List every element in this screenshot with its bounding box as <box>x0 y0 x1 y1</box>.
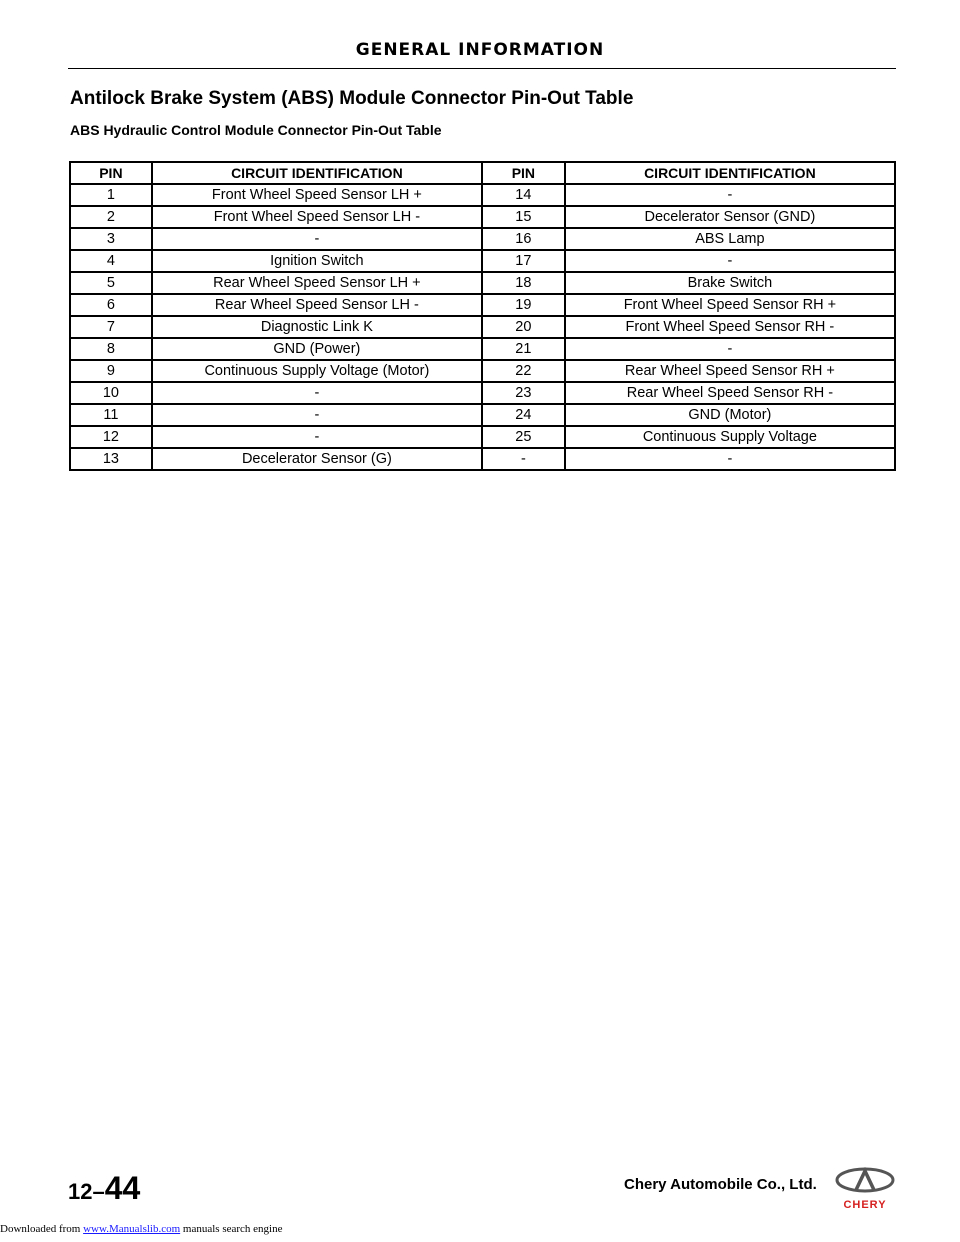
circuit-cell: Front Wheel Speed Sensor RH - <box>565 316 895 338</box>
circuit-cell: - <box>152 228 482 250</box>
pin-cell: 16 <box>482 228 565 250</box>
circuit-cell: Rear Wheel Speed Sensor LH - <box>152 294 482 316</box>
table-row <box>70 272 895 294</box>
page-number-prefix: 12– <box>68 1179 105 1204</box>
circuit-cell: Rear Wheel Speed Sensor RH + <box>565 360 895 382</box>
company-name: Chery Automobile Co., Ltd. <box>624 1176 817 1193</box>
pin-out-table <box>69 161 896 471</box>
header-circuit-identification: CIRCUIT IDENTIFICATION <box>565 162 895 184</box>
pin-cell: 11 <box>70 404 152 426</box>
page-number <box>68 1170 140 1207</box>
header-divider <box>68 68 896 69</box>
table-body <box>70 184 895 470</box>
pin-cell: 13 <box>70 448 152 470</box>
pin-cell: 14 <box>482 184 565 206</box>
pin-cell: 8 <box>70 338 152 360</box>
header-circuit-identification: CIRCUIT IDENTIFICATION <box>152 162 482 184</box>
pin-cell: 25 <box>482 426 565 448</box>
table-row <box>70 382 895 404</box>
pin-cell: 9 <box>70 360 152 382</box>
pin-cell: 22 <box>482 360 565 382</box>
circuit-cell: Front Wheel Speed Sensor LH + <box>152 184 482 206</box>
table-row <box>70 184 895 206</box>
circuit-cell: Decelerator Sensor (G) <box>152 448 482 470</box>
logo-text: CHERY <box>843 1199 887 1210</box>
pin-cell: - <box>482 448 565 470</box>
manualslib-link[interactable]: www.Manualslib.com <box>83 1223 181 1235</box>
download-prefix: Downloaded from <box>0 1223 84 1235</box>
pin-cell: 10 <box>70 382 152 404</box>
circuit-cell: Rear Wheel Speed Sensor RH - <box>565 382 895 404</box>
table-row <box>70 228 895 250</box>
circuit-cell: Continuous Supply Voltage (Motor) <box>152 360 482 382</box>
page-header-title: GENERAL INFORMATION <box>355 40 605 60</box>
download-suffix: manuals search engine <box>180 1223 283 1235</box>
circuit-cell: - <box>152 426 482 448</box>
table-row <box>70 338 895 360</box>
circuit-cell: ABS Lamp <box>565 228 895 250</box>
circuit-cell: Brake Switch <box>565 272 895 294</box>
pin-cell: 6 <box>70 294 152 316</box>
circuit-cell: GND (Power) <box>152 338 482 360</box>
table-row <box>70 250 895 272</box>
table-row <box>70 316 895 338</box>
table-row <box>70 426 895 448</box>
pin-cell: 7 <box>70 316 152 338</box>
page-number-value: 44 <box>104 1170 141 1206</box>
table-row <box>70 294 895 316</box>
table-row <box>70 448 895 470</box>
circuit-cell: - <box>565 448 895 470</box>
circuit-cell: Continuous Supply Voltage <box>565 426 895 448</box>
circuit-cell: Rear Wheel Speed Sensor LH + <box>152 272 482 294</box>
pin-cell: 24 <box>482 404 565 426</box>
table-title: ABS Hydraulic Control Module Connector Pin-Out Table <box>70 122 442 138</box>
pin-cell: 4 <box>70 250 152 272</box>
header-pin: PIN <box>70 162 152 184</box>
circuit-cell: Decelerator Sensor (GND) <box>565 206 895 228</box>
pin-cell: 20 <box>482 316 565 338</box>
pin-cell: 3 <box>70 228 152 250</box>
pin-cell: 15 <box>482 206 565 228</box>
table-header-row <box>70 162 895 184</box>
pin-cell: 18 <box>482 272 565 294</box>
pin-cell: 2 <box>70 206 152 228</box>
circuit-cell: Diagnostic Link K <box>152 316 482 338</box>
circuit-cell: - <box>152 382 482 404</box>
pin-cell: 5 <box>70 272 152 294</box>
circuit-cell: Ignition Switch <box>152 250 482 272</box>
pin-cell: 12 <box>70 426 152 448</box>
circuit-cell: - <box>565 338 895 360</box>
download-footer <box>0 1223 282 1235</box>
table-row <box>70 360 895 382</box>
pin-cell: 17 <box>482 250 565 272</box>
pin-cell: 23 <box>482 382 565 404</box>
circuit-cell: - <box>565 184 895 206</box>
header-pin: PIN <box>482 162 565 184</box>
table-row <box>70 404 895 426</box>
circuit-cell: - <box>565 250 895 272</box>
circuit-cell: GND (Motor) <box>565 404 895 426</box>
pin-cell: 1 <box>70 184 152 206</box>
table-row <box>70 206 895 228</box>
circuit-cell: Front Wheel Speed Sensor LH - <box>152 206 482 228</box>
pin-cell: 21 <box>482 338 565 360</box>
circuit-cell: Front Wheel Speed Sensor RH + <box>565 294 895 316</box>
circuit-cell: - <box>152 404 482 426</box>
pin-cell: 19 <box>482 294 565 316</box>
section-title: Antilock Brake System (ABS) Module Connector Pin-Out Table <box>70 88 634 109</box>
chery-logo <box>834 1166 896 1210</box>
